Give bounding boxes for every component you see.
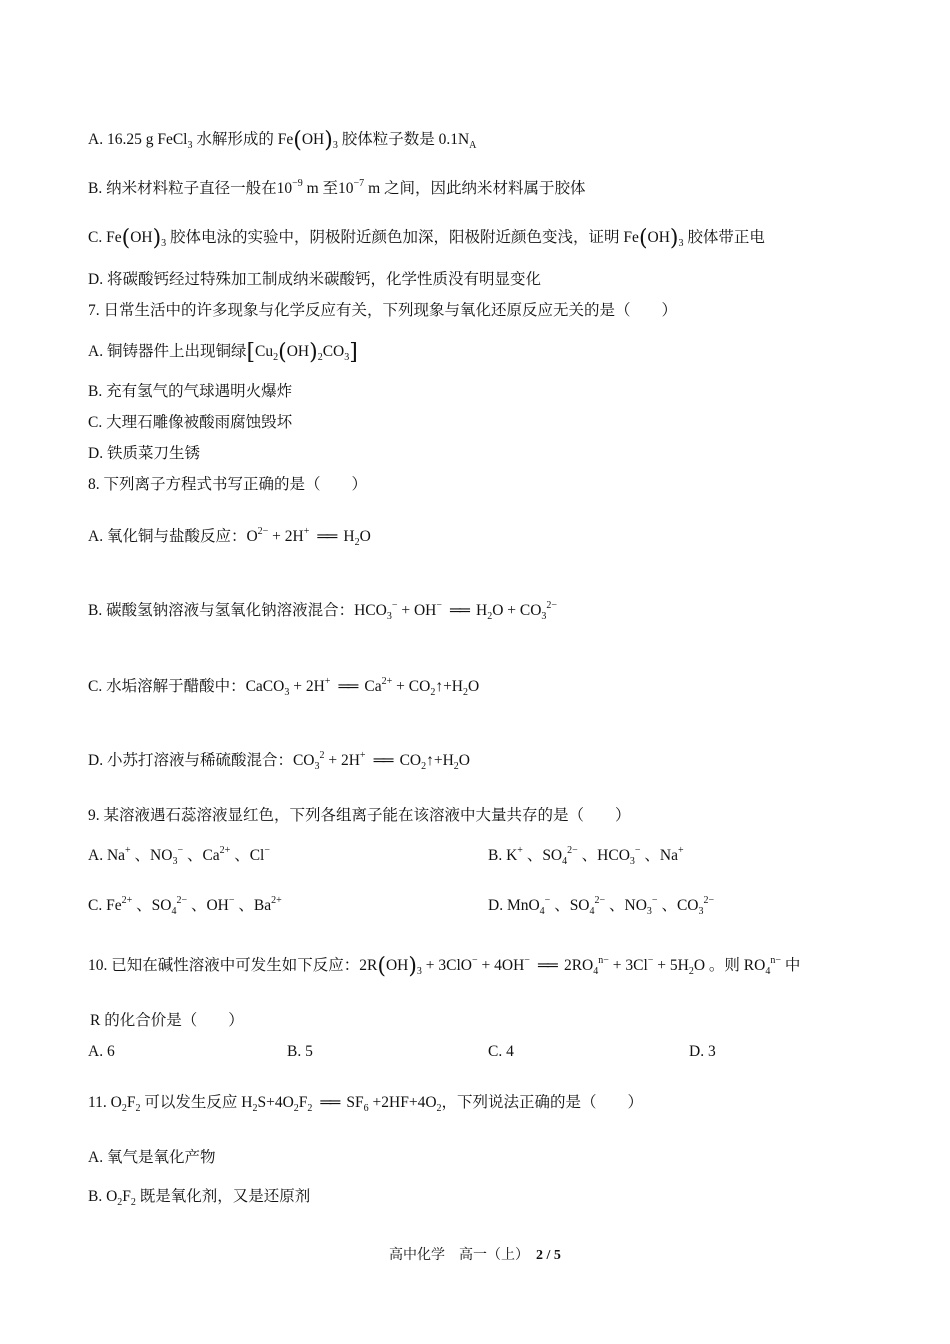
q9-option-b: B. K+ 、$SO_4^{2-}$ 、$HCO_3^-$ 、Na+ [488,845,684,867]
q7-option-a: A. 铜铸器件上出现铜绿$[Cu_2(OH)_2CO_3]$ [88,340,358,365]
q6-option-c: C. $Fe(OH)_3$ 胶体电泳的实验中，阴极附近颜色加深，阳极附近颜色变浅，证明 $Fe(OH)_3$ 胶体带正电 [88,226,765,251]
q9-option-a: A. Na+ 、$NO_3^-$ 、$Ca^{2+}$ 、Cl− [88,845,270,867]
q7-option-d: D. 铁质菜刀生锈 [88,445,200,462]
q8-option-a: A. 氧化铜与盐酸反应：$O^{2-} + 2H^+$ ══ $H_2O$ [88,526,371,548]
q8-option-b: B. 碳酸氢钠溶液与氢氧化钠溶液混合：$HCO_3^- + OH^-$ ══ $H_2O + CO_3^{2-}$ [88,600,558,622]
page-footer [0,1246,950,1266]
q9-option-c: C. $Fe^{2+}$ 、$SO_4^{2-}$ 、OH− 、$Ba^{2+}$ [88,895,282,917]
page-number: 2 / 5 [536,1248,561,1263]
q8-option-d: D. 小苏打溶液与稀硫酸混合：$CO_3^2 + 2H^+$ ══ $CO_2↑+H_2O$ [88,750,470,772]
footer-course: 高中化学 高一（上） [389,1248,523,1263]
q10-option-b: B. 5 [287,1043,313,1060]
q7-option-c: C. 大理石雕像被酸雨腐蚀毁坏 [88,414,293,431]
q6-option-d: D. 将碳酸钙经过特殊加工制成纳米碳酸钙，化学性质没有明显变化 [88,271,541,288]
q11-option-a: A. 氧气是氧化产物 [88,1149,216,1166]
q6-option-a: A. 16.25 g FeCl$_3$ 水解形成的 $Fe(OH)_3$ 胶体粒子数是 $0.1N_A$ [88,128,477,153]
q10-option-c: C. 4 [488,1043,514,1060]
q8-stem: 8. 下列离子方程式书写正确的是（ ） [88,476,368,493]
q9-option-d: D. MnO$_4$− 、$SO_4^{2-}$ 、$NO_3^-$ 、$CO_3^{2-}$ [488,895,715,917]
q6-option-b: B. 纳米材料粒子直径一般在$10^{-9}$ m 至$10^{-7}$ m 之间，因此纳米材料属于胶体 [88,178,586,197]
q10-stem-continued: R 的化合价是（ ） [90,1012,244,1029]
q11-stem: 11. $O_2F_2$ 可以发生反应 $H_2S+4O_2F_2$ ══ $SF_6 +2HF+4O_2$，下列说法正确的是（ ） [88,1094,644,1114]
q9-stem: 9. 某溶液遇石蕊溶液显红色，下列各组离子能在该溶液中大量共存的是（ ） [88,807,631,824]
q10-option-d: D. 3 [689,1043,716,1060]
q7-option-b: B. 充有氢气的气球遇明火爆炸 [88,383,293,400]
q10-stem: 10. 已知在碱性溶液中可发生如下反应：$2R(OH)_3 + 3ClO^- + 4OH^-$ ══ $2RO_4^{n-} + 3Cl^- + 5H_2O$ 。则 $RO_4^{n-}$ 中 [88,954,801,979]
q8-option-c: C. 水垢溶解于醋酸中：CaCO$_3$ + 2H+ ══ $Ca^{2+}$ + $CO_2↑+H_2O$ [88,676,480,698]
q10-option-a: A. 6 [88,1043,115,1060]
q11-option-b: B. $O_2F_2$ 既是氧化剂，又是还原剂 [88,1188,311,1208]
q7-stem: 7. 日常生活中的许多现象与化学反应有关，下列现象与氧化还原反应无关的是（ ） [88,302,678,319]
